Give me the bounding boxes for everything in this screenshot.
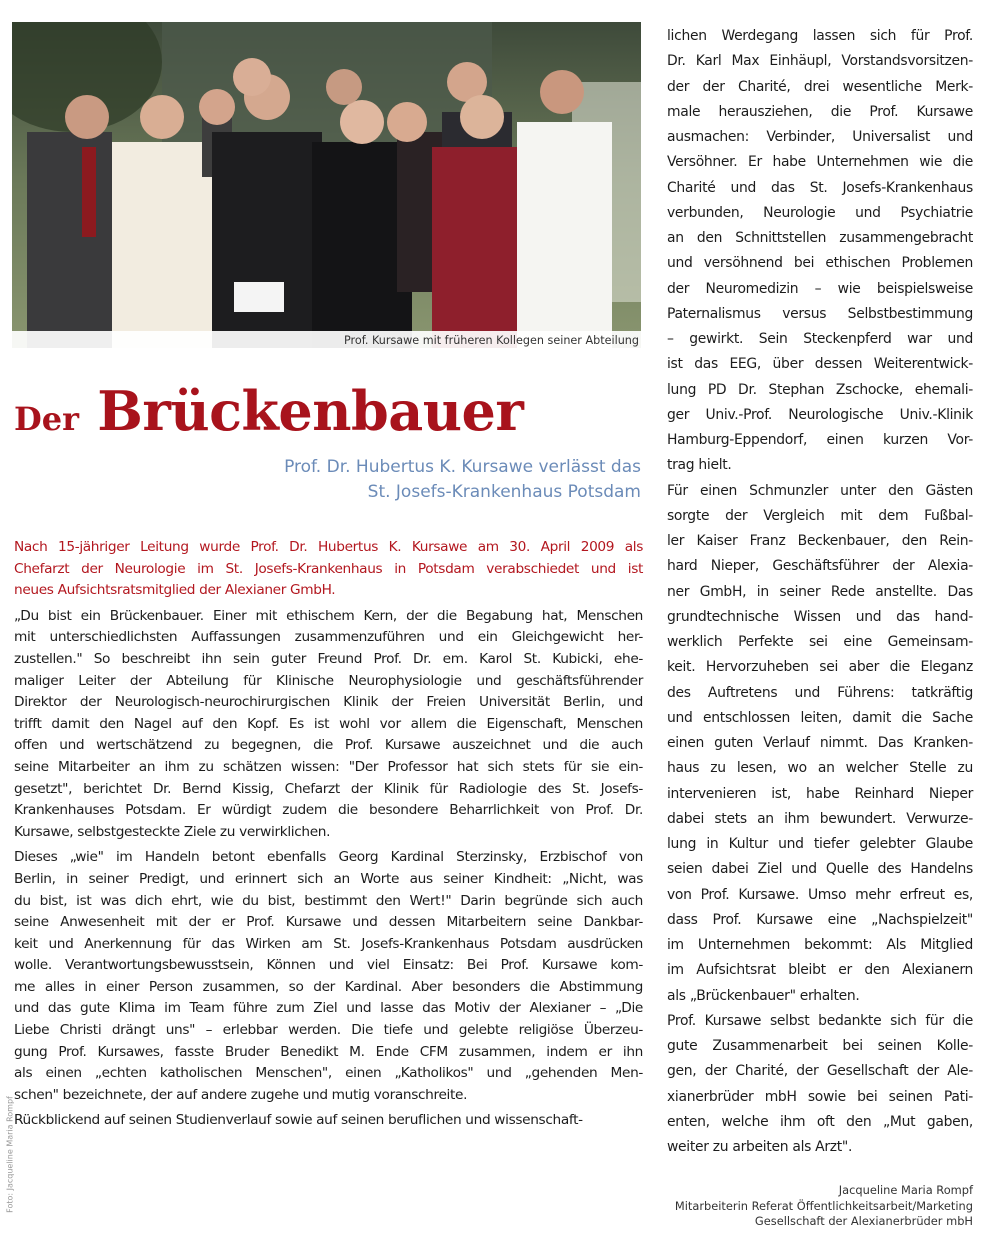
text-line: Hamburg-Eppendorf, einen kurzen Vor- <box>667 432 973 448</box>
text-line: Kursawe, selbstgesteckte Ziele zu verwirklichen. <box>14 823 331 840</box>
text-line: maliger Leiter der Abteilung für Klinische Neurophysiologie und geschäftsführender <box>14 672 643 689</box>
paragraph <box>14 1110 643 1132</box>
text-line: Dieses „wie" im Handeln betont ebenfalls Georg Kardinal Sterzinsky, Erzbischof von <box>14 849 643 866</box>
text-line: als einen „echten katholischen Menschen", einen „Katholikos" und „gehenden Men- <box>14 1065 643 1082</box>
text-line: des Auftretens und Führens: tatkräftig <box>667 684 973 701</box>
paragraph <box>667 479 973 1009</box>
text-line: trifft damit den Nagel auf den Kopf. Es ist wohl vor allem die Eigenschaft, Menschen <box>14 715 643 732</box>
text-line: lung PD Dr. Stephan Zschocke, ehemali- <box>667 381 973 398</box>
text-line: werklich Perfekte sei eine Gemeinsam- <box>667 634 973 650</box>
text-line: einen guten Verlauf nimmt. Das Kranken- <box>667 735 973 751</box>
text-line: ner GmbH, in seiner Rede anstellte. Das <box>667 583 973 600</box>
text-line: du bist, ist was dich ehrt, wie du bist, bestimmt den Wert!" Darin begründe sich auch <box>14 892 643 909</box>
photo-caption: Prof. Kursawe mit früheren Kollegen seiner Abteilung <box>344 334 639 347</box>
text-line: weiter zu arbeiten als Arzt". <box>667 1139 853 1155</box>
text-line: – gewirkt. Sein Steckenpferd war und <box>667 331 973 347</box>
text-line: Direktor der Neurologisch-neurochirurgischen Klinik der Freien Universität Berlin, und <box>14 694 643 711</box>
text-line: lung in Kultur und tiefer gelebter Glaube <box>667 836 973 852</box>
text-line: grundtechnische Wissen und das hand- <box>667 608 973 625</box>
text-line: und entschlossen leiten, damit die Sache <box>667 709 973 726</box>
text-line: offen und wertschätzend zu begegnen, die Prof. Kursawe auszeichnet und die auch <box>14 737 643 754</box>
text-line: sorgte der Vergleich mit dem Fußbal- <box>667 507 973 524</box>
text-line: der der Charité, drei wesentliche Merk- <box>667 78 973 95</box>
subtitle-line: Prof. Dr. Hubertus K. Kursawe verlässt das <box>284 457 641 477</box>
text-line: verbunden, Neurologie und Psychiatrie <box>667 204 973 221</box>
text-line: neues Aufsichtsratsmitglied der Alexianer GmbH. <box>14 582 336 599</box>
text-line: von Prof. Kursawe. Umso mehr erfreut es, <box>667 886 973 903</box>
author-org: Gesellschaft der Alexianerbrüder mbH <box>754 1214 973 1228</box>
headline-word-brueckenbauer: Brückenbauer <box>97 379 524 443</box>
text-line: seine Mitarbeiter an ihm zu schätzen wissen: "Der Professor hat sich stets für sie ein- <box>14 758 643 775</box>
text-line: als „Brückenbauer" erhalten. <box>667 987 860 1004</box>
author-role: Mitarbeiterin Referat Öffentlichkeitsarbeit/Marketing <box>674 1198 973 1213</box>
group-photo-image <box>12 22 641 348</box>
text-line: Nach 15-jähriger Leitung wurde Prof. Dr. Hubertus K. Kursawe am 30. April 2009 als <box>14 539 643 555</box>
text-line: trag hielt. <box>667 457 732 474</box>
text-line: zustellen." So beschreibt ihn sein guter Freund Prof. Dr. em. Karol St. Kubicki, ehe- <box>14 650 643 667</box>
right-body <box>667 24 973 1160</box>
text-line: im Aufsichtsrat bleibt er den Alexianern <box>667 962 973 979</box>
author-block <box>675 1183 973 1230</box>
right-column <box>667 24 973 1160</box>
text-line: „Du bist ein Brückenbauer. Einer mit ethischem Kern, der die Begabung hat, Menschen <box>14 607 643 624</box>
lead-paragraph <box>14 537 643 602</box>
text-line: Versöhner. Er habe Unternehmen wie die <box>667 154 973 171</box>
text-line: keit. Hervorzuheben sei aber die Eleganz <box>667 659 973 676</box>
text-line: gung Prof. Kursawes, fasste Bruder Benedikt M. Ende CFM zusammen, indem er ihn <box>14 1043 643 1060</box>
text-line: ausmachen: Verbinder, Universalist und <box>667 129 973 145</box>
text-line: Krankenhauses Potsdam. Er würdigt zudem die besondere Beharrlichkeit von Prof. Dr. <box>14 802 643 819</box>
author-name: Jacqueline Maria Rompf <box>838 1183 973 1197</box>
text-line: Charité und das St. Josefs-Krankenhaus <box>667 179 973 196</box>
text-line: Berlin, in seiner Predigt, und erinnert sich an Worte aus seiner Kindheit: „Nicht, was <box>14 870 643 887</box>
paragraph <box>667 24 973 479</box>
text-line: keit und Anerkennung für das Wirken am St. Josefs-Krankenhaus Potsdam ausdrücken <box>14 935 643 952</box>
text-line: und versöhnend bei ethischen Problemen <box>667 255 973 272</box>
photo-credit <box>2 1090 15 1230</box>
headline-word-der: Der <box>14 400 79 438</box>
text-line: und das gute Klima im Team führe zum Ziel und lasse das Motiv der Alexianer – „Die <box>14 1000 643 1017</box>
text-line: haus zu lesen, wo an welcher Stelle zu <box>667 760 973 777</box>
text-line: Paternalismus versus Selbstbestimmung <box>667 305 973 322</box>
article-headline <box>14 376 523 454</box>
paragraph <box>14 606 643 844</box>
text-line: male herausziehen, die Prof. Kursawe <box>667 103 973 120</box>
text-line: Dr. Karl Max Einhäupl, Vorstandsvorsitzen- <box>667 53 973 70</box>
text-line: hard Nieper, Geschäftsführer der Alexia- <box>667 558 973 575</box>
text-line: mit unterschiedlichsten Auffassungen zusammenzuführen und ein Gleichgewicht her- <box>14 629 643 646</box>
text-line: gesetzt", berichtet Dr. Bernd Kissig, Chefarzt der Klinik für Radiologie des St. Josefs- <box>14 780 643 797</box>
text-line: dass Prof. Kursawe eine „Nachspielzeit" <box>667 911 973 928</box>
text-line: an den Schnittstellen zusammengebracht <box>667 230 973 246</box>
text-line: seien dabei Ziel und Quelle des Handelns <box>667 861 973 878</box>
text-line: gute Zusammenarbeit bei seinen Kolle- <box>667 1038 973 1054</box>
text-line: Liebe Christi drängt uns" – erlebbar werden. Die tiefe und gelebte religiöse Überzeu- <box>14 1022 643 1039</box>
text-line: Prof. Kursawe selbst bedankte sich für die <box>667 1012 973 1029</box>
text-line: Chefarzt der Neurologie im St. Josefs-Krankenhaus in Potsdam verabschiedet und ist <box>14 560 643 577</box>
left-column <box>14 537 643 1136</box>
text-line: me alles in einer Person zusammen, so der Kardinal. Aber besonders die Abstimmung <box>14 978 643 995</box>
text-line: enten, welche ihm oft den „Mut gaben, <box>667 1113 973 1130</box>
paragraph <box>667 1009 973 1161</box>
text-line: Rückblickend auf seinen Studienverlauf sowie auf seinen beruflichen und wissenschaft- <box>14 1112 583 1129</box>
subtitle-line: St. Josefs-Krankenhaus Potsdam <box>367 482 641 502</box>
text-line: gen, der Charité, der Gesellschaft der Ale- <box>667 1063 973 1080</box>
article-subtitle <box>181 455 641 505</box>
text-line: xianerbrüder mbH sowie bei seinen Pati- <box>667 1088 973 1105</box>
text-line: im Unternehmen bekommt: Als Mitglied <box>667 937 973 953</box>
photo-credit-text: Foto: Jacqueline Maria Rompf <box>5 1096 15 1213</box>
text-line: intervenieren ist, habe Reinhard Nieper <box>667 785 973 802</box>
text-line: ler Kaiser Franz Beckenbauer, den Rein- <box>667 533 973 549</box>
group-photo <box>12 22 641 348</box>
text-line: ist das EEG, über dessen Weiterentwick- <box>667 356 973 373</box>
text-line: Für einen Schmunzler unter den Gästen <box>667 482 973 499</box>
text-line: dabei stets an ihm bewundert. Verwurze- <box>667 810 973 827</box>
left-body <box>14 606 643 1132</box>
text-line: wolle. Verantwortungsbewusstsein, Können und viel Einsatz: Bei Prof. Kursawe kom- <box>14 957 643 974</box>
text-line: seine Anwesenheit mit der er Prof. Kursawe und dessen Mitarbeitern seine Dankbar- <box>14 914 643 931</box>
paragraph <box>14 847 643 1106</box>
text-line: schen" bezeichnete, der auf andere zugehe und mutig voranschreite. <box>14 1086 468 1103</box>
text-line: ger Univ.-Prof. Neurologische Univ.-Klinik <box>667 406 973 423</box>
text-line: der Neuromedizin – wie beispielsweise <box>667 280 973 297</box>
text-line: lichen Werdegang lassen sich für Prof. <box>667 28 973 44</box>
photo-caption-bar <box>12 331 641 350</box>
